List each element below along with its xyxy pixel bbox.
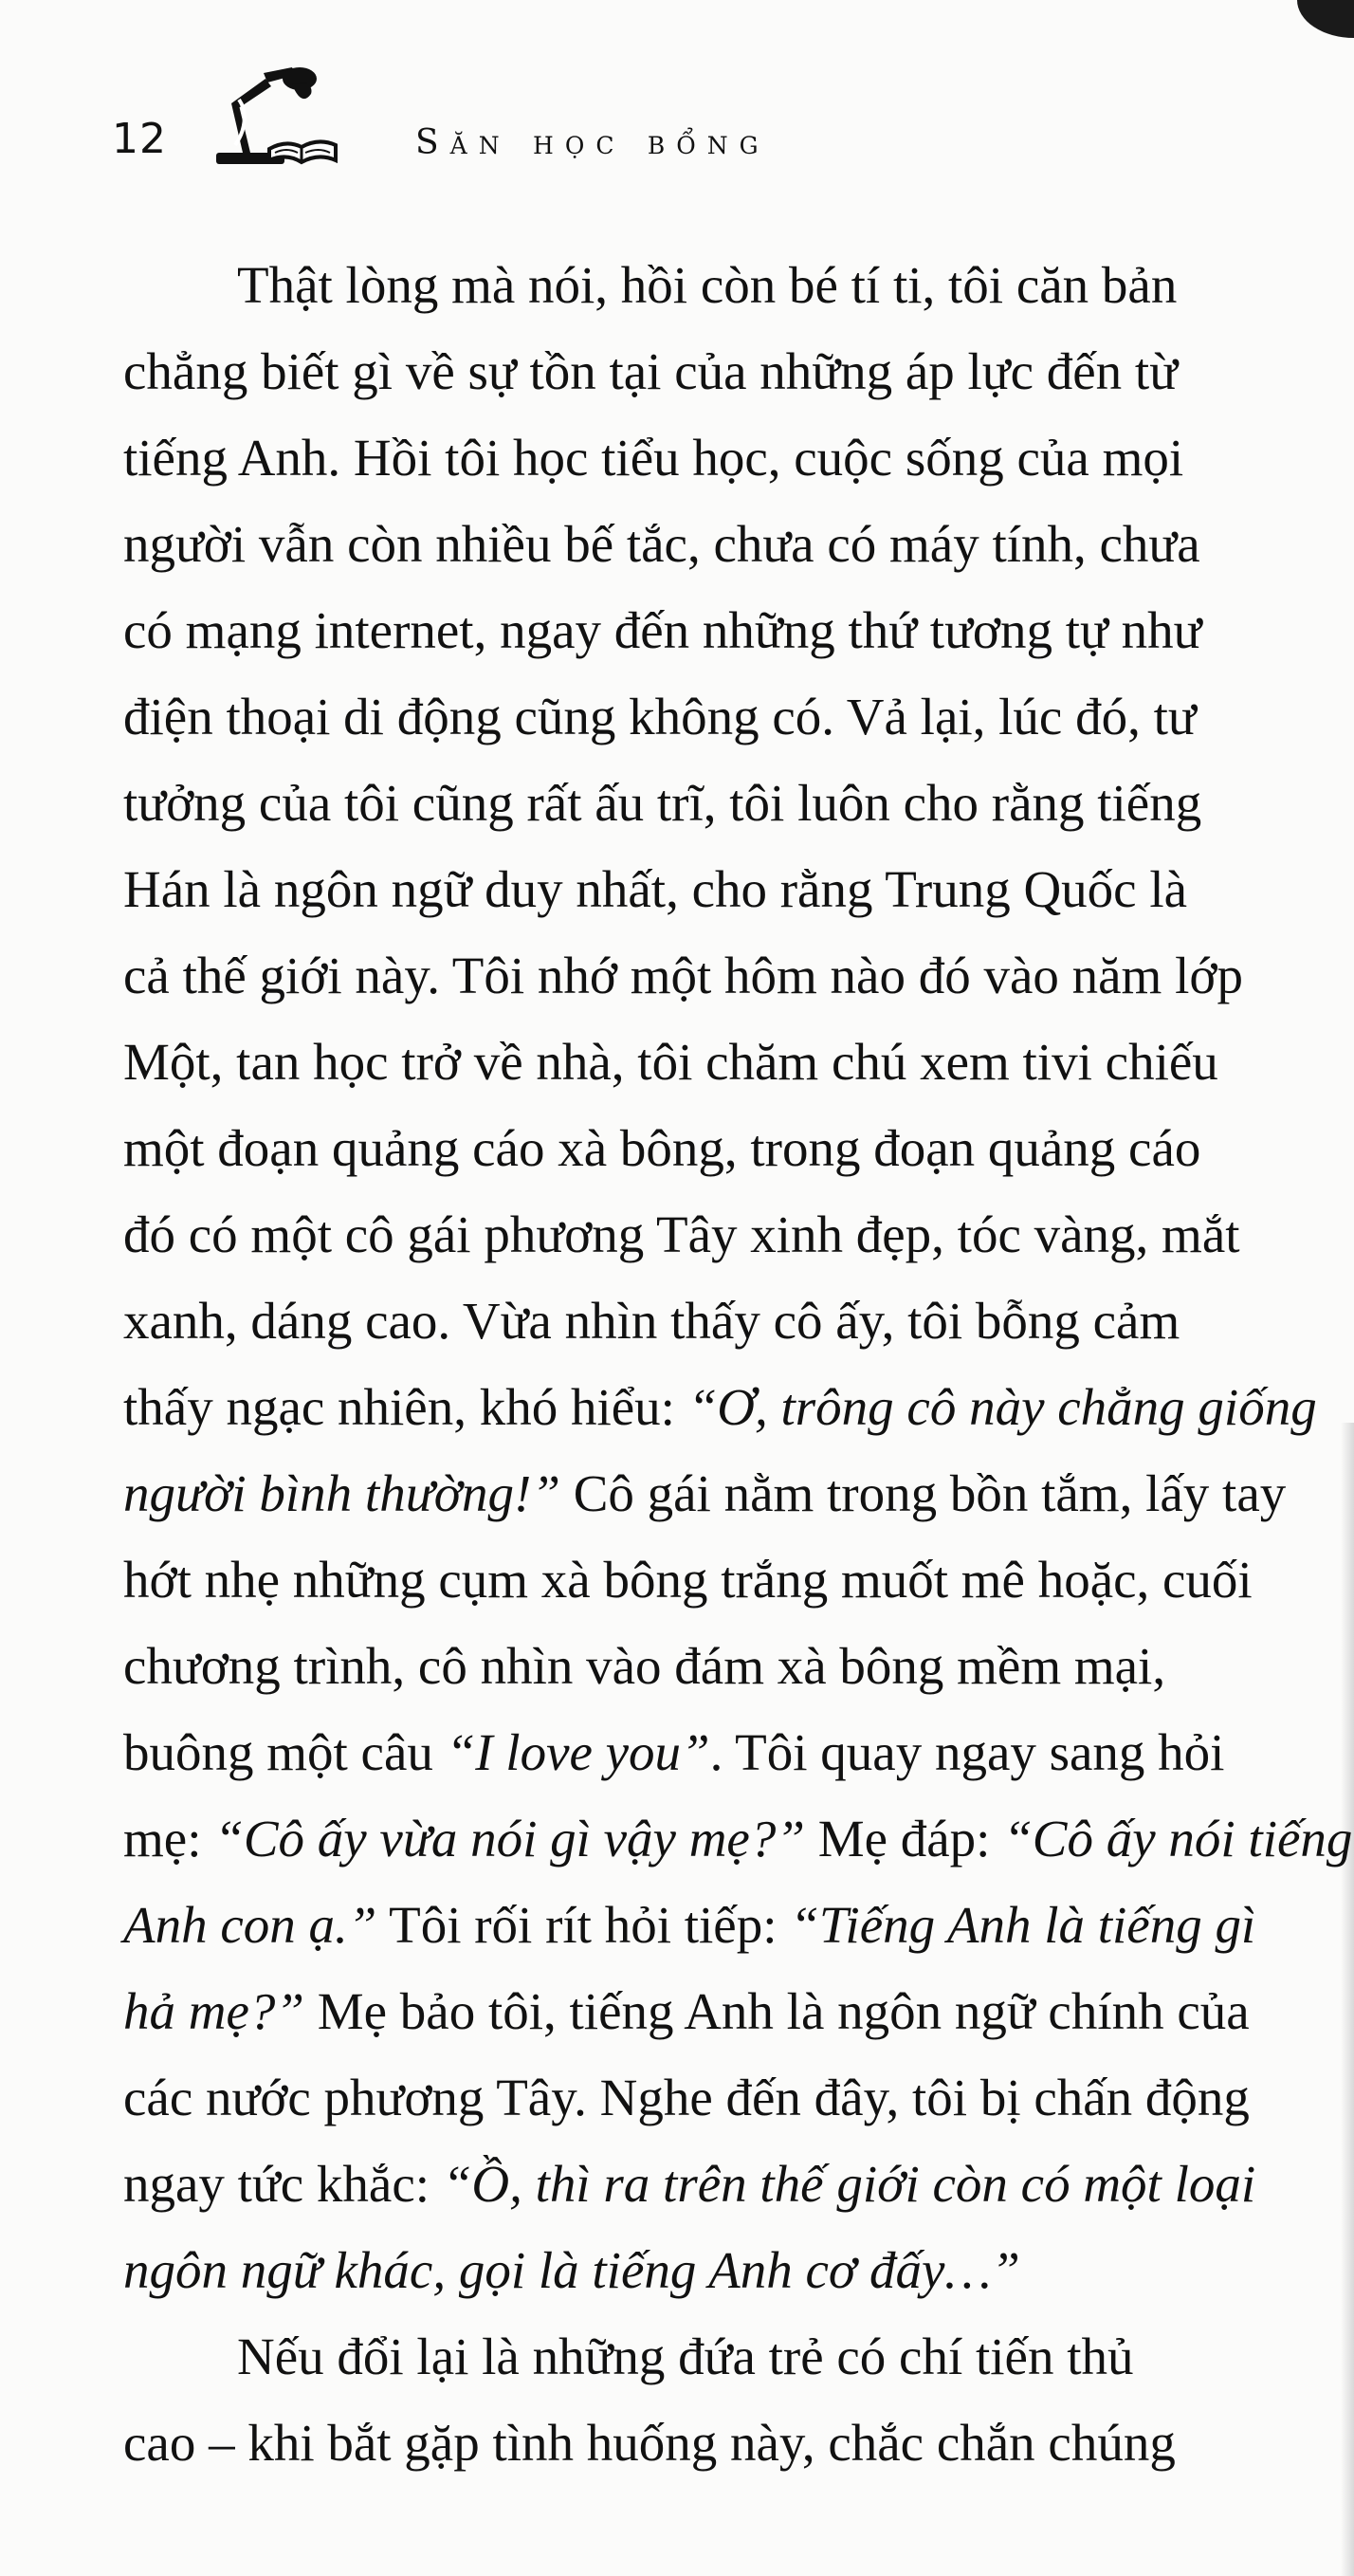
text-line: một đoạn quảng cáo xà bông, trong đoạn quảng cáo xyxy=(123,1119,1201,1177)
text-run: ngay tức khắc: xyxy=(123,2155,443,2213)
page-header xyxy=(102,100,956,175)
text-line: các nước phương Tây. Nghe đến đây, tôi bị chấn động xyxy=(123,2069,1250,2126)
page-number: 12 xyxy=(112,115,167,163)
text-run: Tôi rối rít hỏi tiếp: xyxy=(376,1896,791,1954)
text-run: Cô gái nằm trong bồn tắm, lấy tay xyxy=(559,1464,1287,1522)
text-line xyxy=(123,2141,1299,2227)
quote-text: “Cô ấy nói tiếng xyxy=(1003,1810,1353,1868)
quote-text: “Ơ, trông cô này chẳng giống xyxy=(687,1378,1317,1436)
text-run: . Tôi quay ngay sang hỏi xyxy=(709,1723,1225,1781)
text-line: cả thế giới này. Tôi nhớ một hôm nào đó vào năm lớp xyxy=(123,947,1243,1004)
text-line: Nếu đổi lại là những đứa trẻ có chí tiến thủ xyxy=(237,2328,1134,2385)
text-run: thấy ngạc nhiên, khó hiểu: xyxy=(123,1378,688,1436)
body-text xyxy=(123,242,1353,2486)
quote-text: Anh con ạ.” xyxy=(123,1896,377,1954)
text-run: Mẹ đáp: xyxy=(804,1810,1004,1868)
page-corner-shadow xyxy=(1297,0,1354,38)
desk-lamp-book-icon xyxy=(209,65,465,179)
quote-text: người bình thường!” xyxy=(123,1464,560,1522)
text-line xyxy=(123,1882,1299,1968)
text-run: mẹ: xyxy=(123,1810,215,1868)
text-line: đó có một cô gái phương Tây xinh đẹp, tóc vàng, mắt xyxy=(123,1205,1240,1263)
text-line: tiếng Anh. Hồi tôi học tiểu học, cuộc sống của mọi xyxy=(123,429,1184,487)
quote-text: hả mẹ?” xyxy=(123,1982,304,2040)
text-line xyxy=(123,1709,1299,1795)
text-run: buông một câu xyxy=(123,1723,447,1781)
text-line: chương trình, cô nhìn vào đám xà bông mềm mại, xyxy=(123,1637,1166,1695)
text-line xyxy=(123,1795,1353,1882)
text-line: ngôn ngữ khác, gọi là tiếng Anh cơ đấy…” xyxy=(123,2241,1020,2299)
text-line: tưởng của tôi cũng rất ấu trĩ, tôi luôn cho rằng tiếng xyxy=(123,774,1202,832)
text-line: cao – khi bắt gặp tình huống này, chắc chắn chúng xyxy=(123,2414,1176,2472)
text-line: điện thoại di động cũng không có. Vả lại, lúc đó, tư xyxy=(123,688,1197,745)
quote-text: “Ồ, thì ra trên thế giới còn có một loại xyxy=(442,2155,1256,2213)
quote-text: “Tiếng Anh là tiếng gì xyxy=(790,1896,1256,1954)
quote-text: “I love you” xyxy=(446,1723,710,1781)
text-line: người vẫn còn nhiều bế tắc, chưa có máy tính, chưa xyxy=(123,515,1200,573)
text-line: hớt nhẹ những cụm xà bông trắng muốt mê hoặc, cuối xyxy=(123,1551,1253,1609)
text-line xyxy=(123,1450,1299,1536)
text-line xyxy=(123,1968,1299,2054)
text-line: Thật lòng mà nói, hồi còn bé tí ti, tôi căn bản xyxy=(237,256,1178,314)
running-title: Săn học bổng xyxy=(415,123,770,162)
text-line: có mạng internet, ngay đến những thứ tương tự như xyxy=(123,601,1202,659)
page-edge-shadow xyxy=(1341,1423,1354,2576)
text-line xyxy=(123,1364,1317,1450)
text-line: xanh, dáng cao. Vừa nhìn thấy cô ấy, tôi bỗng cảm xyxy=(123,1292,1180,1350)
text-line: Một, tan học trở về nhà, tôi chăm chú xem tivi chiếu xyxy=(123,1033,1218,1091)
text-run: Mẹ bảo tôi, tiếng Anh là ngôn ngữ chính của xyxy=(303,1982,1250,2040)
text-line: chẳng biết gì về sự tồn tại của những áp lực đến từ xyxy=(123,342,1179,400)
quote-text: “Cô ấy vừa nói gì vậy mẹ?” xyxy=(214,1810,805,1868)
text-line: Hán là ngôn ngữ duy nhất, cho rằng Trung Quốc là xyxy=(123,860,1188,918)
